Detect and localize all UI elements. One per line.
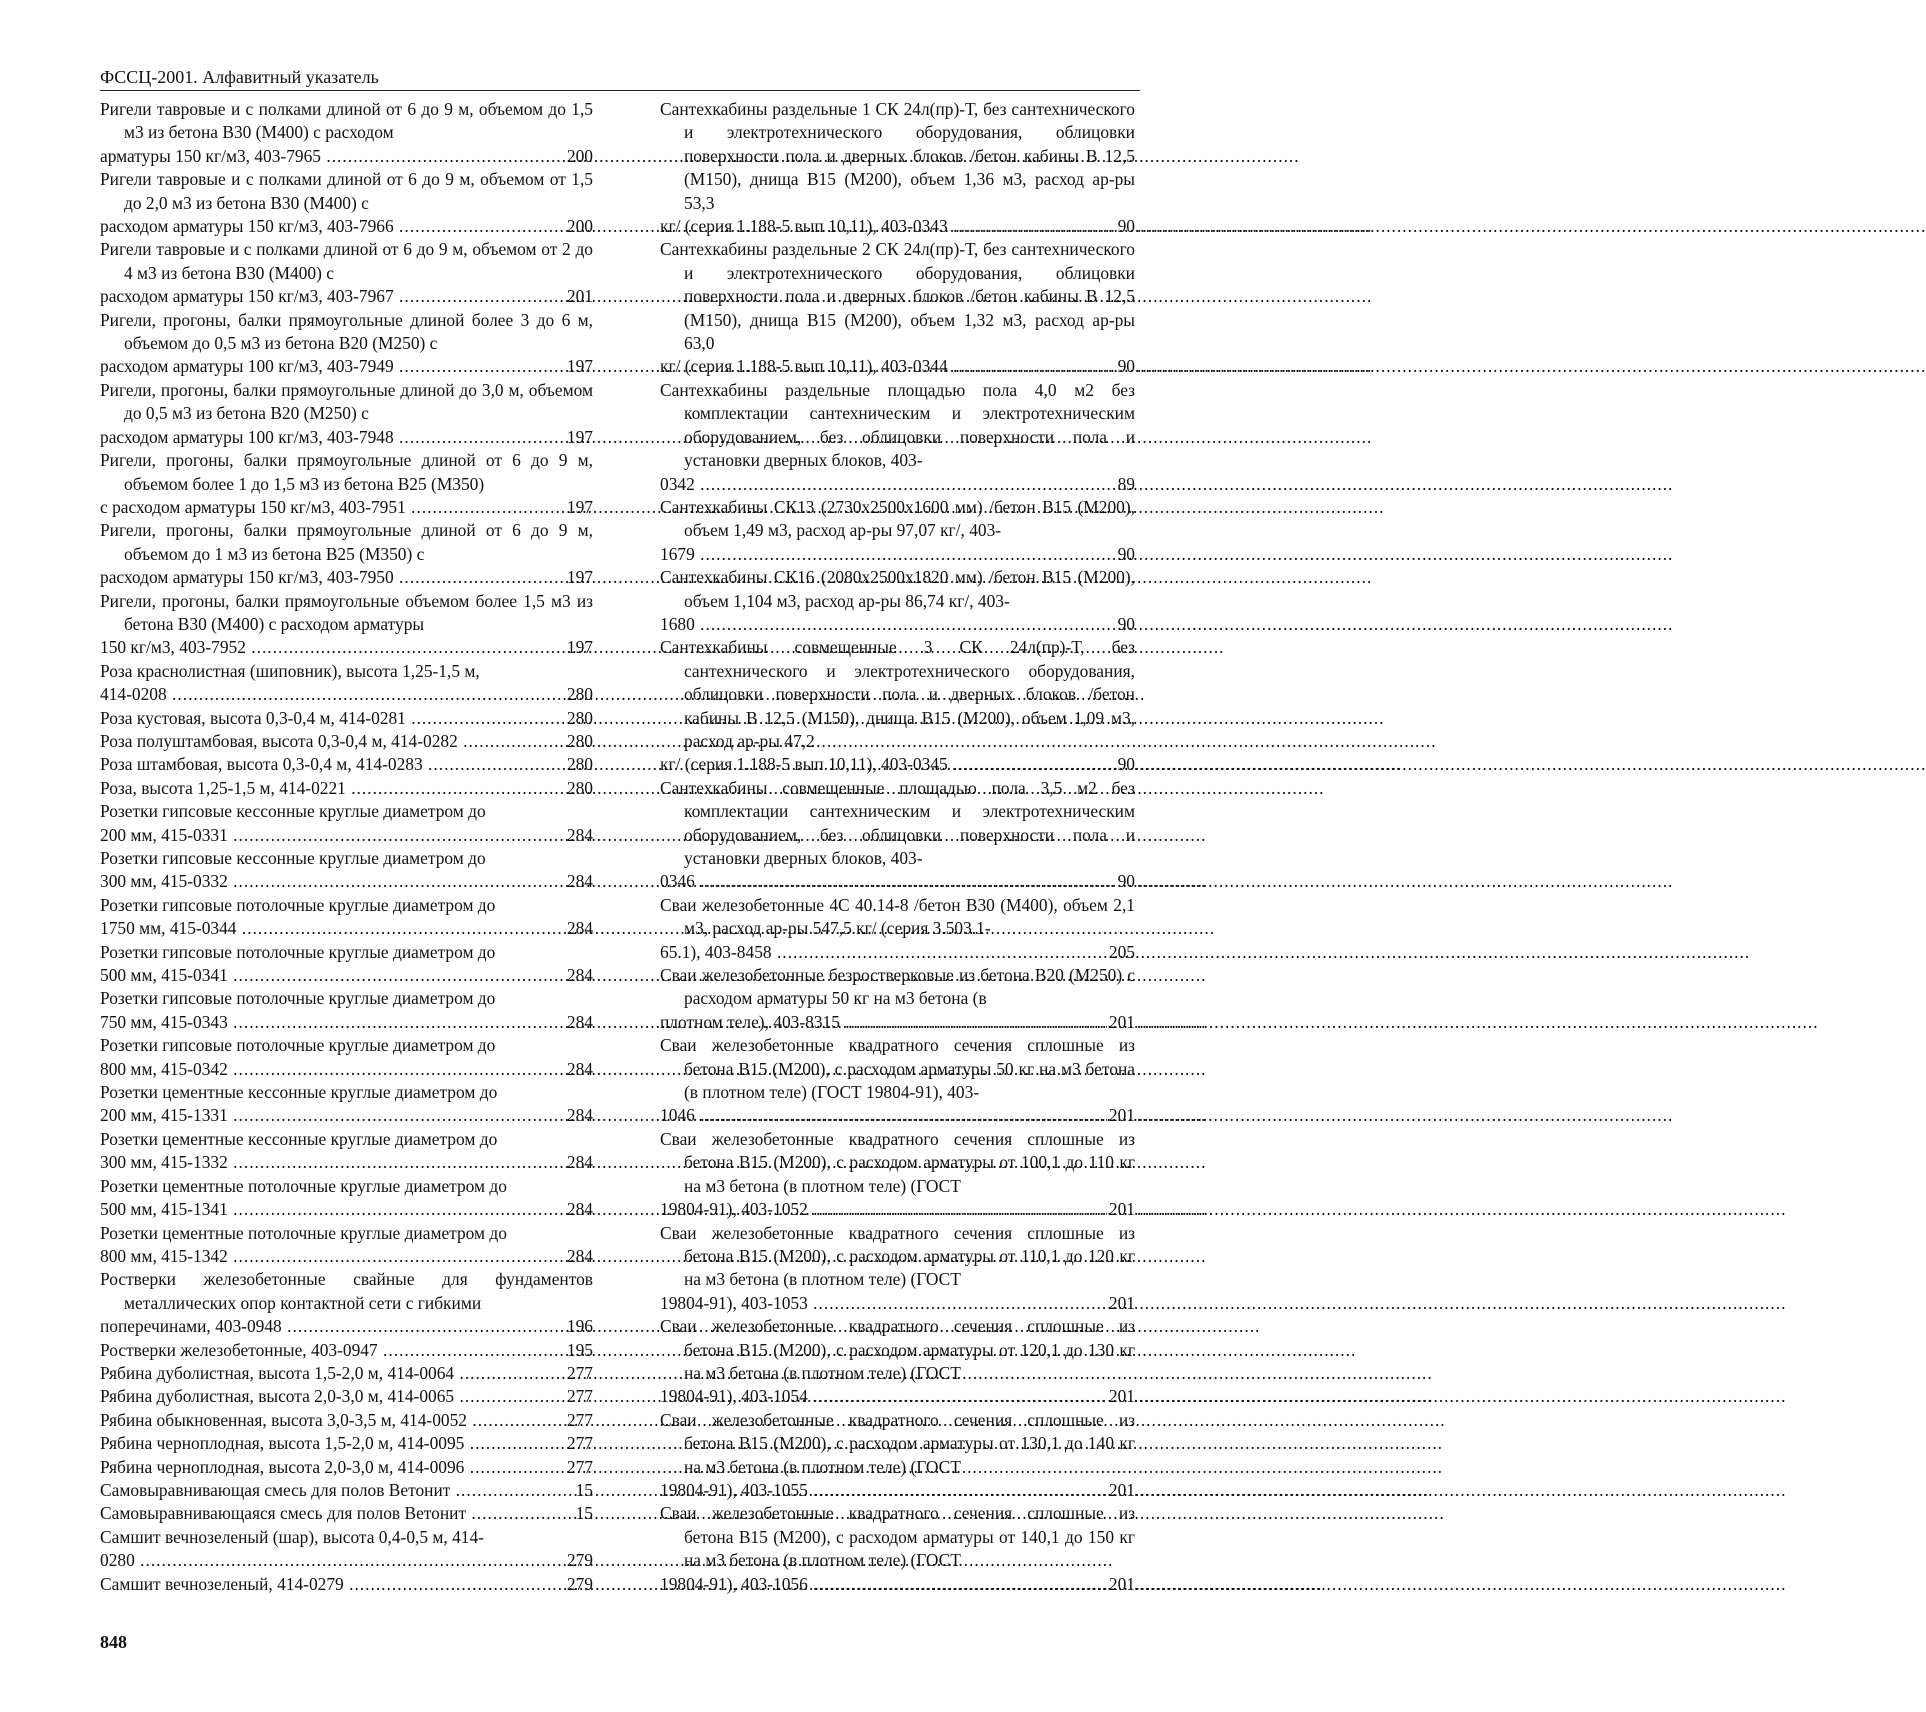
index-entry-page: 201 bbox=[1107, 1198, 1135, 1221]
index-entry-last-line: расходом арматуры 100 кг/м3, 403-7948 ..... bbox=[124, 426, 593, 449]
index-entry bbox=[100, 1222, 593, 1269]
index-entry bbox=[100, 1456, 593, 1479]
index-entry bbox=[100, 1573, 593, 1596]
index-entry bbox=[100, 309, 593, 379]
index-entry bbox=[660, 964, 1135, 1034]
index-entry-last-line: 200 мм, 415-1331 ..... bbox=[124, 1104, 593, 1127]
index-entry bbox=[100, 1175, 593, 1222]
index-entry-text: Розетки гипсовые потолочные круглые диаметром до bbox=[100, 894, 496, 915]
index-entry-page: 279 bbox=[565, 1549, 593, 1572]
index-entry-page: 197 bbox=[565, 636, 593, 659]
index-entry-last-line: Ростверки железобетонные, 403-0947 ..... bbox=[124, 1339, 593, 1362]
header-title: ФССЦ-2001. Алфавитный указатель bbox=[100, 67, 379, 87]
index-entry bbox=[660, 566, 1135, 636]
index-entry-last-line: 1679 ..... bbox=[684, 543, 1135, 566]
index-entry-text: Розетки цементные потолочные круглые диаметром до bbox=[100, 1222, 507, 1243]
index-entry-text: Сваи железобетонные квадратного сечения сплошные из бетона В15 (М200), с расходом арматуры от 130,1 до 140 кг на м3 бетона (в плотном теле) (ГОСТ bbox=[660, 1409, 1135, 1477]
index-entry-text: Сантехкабины раздельные площадью пола 4,0 м2 без комплектации сантехническим и электротехническим оборудованием, без облицовки поверхности пола и установки дверных блоков, 403- bbox=[660, 379, 1135, 471]
index-entry-last-line: 414-0208 ..... bbox=[124, 683, 593, 706]
index-entry-page: 15 bbox=[574, 1502, 593, 1525]
index-entry-text: Сваи железобетонные безростверковые из бетона В20 (М250) с расходом арматуры 50 кг на м3 бетона (в bbox=[660, 965, 1135, 1009]
index-entry-last-line: 65.1), 403-8458 ..... bbox=[684, 941, 1135, 964]
index-entry-page: 90 bbox=[1116, 543, 1135, 566]
index-entry-page: 205 bbox=[1107, 941, 1135, 964]
index-entry bbox=[100, 847, 593, 894]
index-entry-text: Розетки гипсовые кессонные круглые диаметром до bbox=[100, 801, 486, 822]
index-entry-page: 201 bbox=[1107, 1011, 1135, 1034]
index-entry bbox=[660, 238, 1135, 378]
index-entry-page: 15 bbox=[574, 1479, 593, 1502]
index-entry-last-line: Рябина обыкновенная, высота 3,0-3,5 м, 414-0052 ..... bbox=[124, 1409, 593, 1432]
index-entry-last-line: расходом арматуры 150 кг/м3, 403-7966 ..... bbox=[124, 215, 593, 238]
index-entry bbox=[100, 1128, 593, 1175]
index-entry-last-line: 0346 ..... bbox=[684, 870, 1135, 893]
index-entry bbox=[660, 777, 1135, 894]
index-entry bbox=[100, 590, 593, 660]
index-entry-text: Сантехкабины СК16 (2080x2500x1820 мм) /бетон В15 (М200), объем 1,104 м3, расход ар-ры 86,74 кг/, 403- bbox=[660, 567, 1135, 611]
page-number: 848 bbox=[100, 1632, 127, 1652]
index-entry-text: Сваи железобетонные квадратного сечения сплошные из бетона В15 (М200), с расходом арматуры от 100,1 до 110 кг на м3 бетона (в плотном теле) (ГОСТ bbox=[660, 1128, 1135, 1196]
index-entry-text: Сантехкабины СК13 (2730x2500x1600 мм) /бетон В15 (М200), объем 1,49 м3, расход ар-ры 97,07 кг/, 403- bbox=[660, 496, 1135, 541]
index-entry-last-line: 150 кг/м3, 403-7952 ..... bbox=[124, 636, 593, 659]
index-entry-last-line: кг/ (серия 1.188-5 вып 10,11), 403-0343 ..... bbox=[684, 215, 1135, 238]
index-entry bbox=[100, 379, 593, 449]
index-entry bbox=[100, 1502, 593, 1525]
index-entry-page: 277 bbox=[565, 1409, 593, 1432]
index-entry-text: Сантехкабины совмещенные площадью пола 3,5 м2 без комплектации сантехническим и электротехническим оборудованием, без облицовки поверхности пола и установки дверных блоков, 403- bbox=[660, 777, 1135, 868]
index-entry bbox=[660, 98, 1135, 238]
index-entry-last-line: Рябина дуболистная, высота 1,5-2,0 м, 414-0064 ..... bbox=[124, 1362, 593, 1385]
index-entry-last-line: 800 мм, 415-0342 ..... bbox=[124, 1058, 593, 1081]
index-entry-last-line: 0342 ..... bbox=[684, 473, 1135, 496]
index-entry bbox=[100, 1385, 593, 1408]
index-entry-text: Ригели тавровые и с полками длиной от 6 до 9 м, объемом от 1,5 до 2,0 м3 из бетона В30 (М400) с bbox=[100, 169, 593, 213]
index-entry-last-line: кг/ (серия 1.188-5 вып 10,11), 403-0344 ..... bbox=[684, 355, 1135, 378]
index-entry bbox=[660, 894, 1135, 964]
index-entry-page: 280 bbox=[565, 777, 593, 800]
index-entry-last-line: 200 мм, 415-0331 ..... bbox=[124, 824, 593, 847]
index-entry-last-line: Самшит вечнозеленый, 414-0279 ..... bbox=[124, 1573, 593, 1596]
index-entry-text: Сваи железобетонные квадратного сечения сплошные из бетона В15 (М200), с расходом арматуры 50 кг на м3 бетона (в плотном теле) (ГОСТ 19804-91), 403- bbox=[660, 1035, 1135, 1103]
index-entry-text: Ригели, прогоны, балки прямоугольные длиной до 3,0 м, объемом до 0,5 м3 из бетона В20 (М250) с bbox=[100, 379, 593, 424]
index-entry-page: 284 bbox=[565, 1058, 593, 1081]
index-entry bbox=[100, 1526, 593, 1573]
index-entry-last-line: 300 мм, 415-1332 ..... bbox=[124, 1151, 593, 1174]
index-entry-text: Розетки цементные потолочные круглые диаметром до bbox=[100, 1175, 507, 1196]
index-entry bbox=[100, 730, 593, 753]
index-column-right bbox=[660, 98, 1135, 1596]
index-entry-text: Розетки цементные кессонные круглые диаметром до bbox=[100, 1082, 498, 1103]
index-entry-text: Ригели, прогоны, балки прямоугольные длиной от 6 до 9 м, объемом более 1 до 1,5 м3 из бетона В25 (М350) bbox=[100, 450, 593, 494]
index-entry-last-line: 750 мм, 415-0343 ..... bbox=[124, 1011, 593, 1034]
index-entry-page: 277 bbox=[565, 1456, 593, 1479]
index-entry-page: 196 bbox=[565, 1315, 593, 1338]
index-entry-last-line: кг/ (серия 1.188-5 вып 10,11), 403-0345 ..... bbox=[684, 753, 1135, 776]
index-entry bbox=[100, 1034, 593, 1081]
index-entry bbox=[660, 1502, 1135, 1596]
index-entry-page: 280 bbox=[565, 707, 593, 730]
index-entry bbox=[660, 1034, 1135, 1128]
index-entry-last-line: 0280 ..... bbox=[124, 1549, 593, 1572]
index-entry-last-line: расходом арматуры 150 кг/м3, 403-7950 ..... bbox=[124, 566, 593, 589]
index-entry-last-line: плотном теле), 403-8315 ..... bbox=[684, 1011, 1135, 1034]
index-entry bbox=[660, 379, 1135, 496]
index-entry-text: Розетки цементные кессонные круглые диаметром до bbox=[100, 1128, 498, 1149]
index-entry-page: 284 bbox=[565, 1011, 593, 1034]
index-entry-page: 197 bbox=[565, 355, 593, 378]
index-entry-page: 284 bbox=[565, 1198, 593, 1221]
index-entry-last-line: Роза кустовая, высота 0,3-0,4 м, 414-0281 ..... bbox=[124, 707, 593, 730]
index-entry-page: 200 bbox=[565, 145, 593, 168]
index-entry-page: 200 bbox=[565, 215, 593, 238]
index-entry-page: 90 bbox=[1116, 215, 1135, 238]
index-entry-last-line: 19804-91), 403-1054 ..... bbox=[684, 1385, 1135, 1408]
index-entry bbox=[100, 753, 593, 776]
index-entry bbox=[100, 707, 593, 730]
index-entry-page: 197 bbox=[565, 426, 593, 449]
index-entry bbox=[100, 1339, 593, 1362]
index-entry-page: 195 bbox=[565, 1339, 593, 1362]
index-entry-page: 284 bbox=[565, 964, 593, 987]
index-entry-text: Ригели, прогоны, балки прямоугольные длиной от 6 до 9 м, объемом до 1 м3 из бетона В25 (М350) с bbox=[100, 520, 593, 564]
index-entry bbox=[100, 1409, 593, 1432]
index-entry-page: 89 bbox=[1116, 473, 1135, 496]
index-entry-last-line: 500 мм, 415-1341 ..... bbox=[124, 1198, 593, 1221]
index-entry-last-line: 500 мм, 415-0341 ..... bbox=[124, 964, 593, 987]
index-entry-text: Сваи железобетонные 4С 40.14-8 /бетон В30 (М400), объем 2,1 м3, расход ар-ры 547,5 кг/ (серия 3.503.1- bbox=[660, 894, 1135, 939]
index-entry-last-line: 19804-91), 403-1052 ..... bbox=[684, 1198, 1135, 1221]
index-entry-last-line: Самовыравнивающаяся смесь для полов Ветонит ..... bbox=[124, 1502, 593, 1525]
index-entry-page: 280 bbox=[565, 683, 593, 706]
index-entry-page: 279 bbox=[565, 1573, 593, 1596]
index-entry bbox=[660, 1222, 1135, 1316]
index-entry bbox=[660, 496, 1135, 566]
index-entry-text: Роза краснолистная (шиповник), высота 1,25-1,5 м, bbox=[100, 660, 480, 681]
index-entry bbox=[100, 168, 593, 238]
index-entry bbox=[100, 941, 593, 988]
index-entry-page: 201 bbox=[565, 285, 593, 308]
index-entry bbox=[100, 894, 593, 941]
index-entry-page: 280 bbox=[565, 730, 593, 753]
index-entry-text: Ригели, прогоны, балки прямоугольные длиной более 3 до 6 м, объемом до 0,5 м3 из бетона В20 (М250) с bbox=[100, 309, 593, 354]
index-entry bbox=[100, 1432, 593, 1455]
index-entry-last-line: Роза штамбовая, высота 0,3-0,4 м, 414-0283 ..... bbox=[124, 753, 593, 776]
index-entry-page: 284 bbox=[565, 824, 593, 847]
index-column-left bbox=[100, 98, 593, 1596]
index-entry-page: 284 bbox=[565, 1104, 593, 1127]
index-entry-last-line: 800 мм, 415-1342 ..... bbox=[124, 1245, 593, 1268]
index-entry bbox=[100, 519, 593, 589]
index-entry-text: Ригели тавровые и с полками длиной от 6 до 9 м, объемом от 2 до 4 м3 из бетона В30 (М400) с bbox=[100, 239, 593, 283]
index-entry-last-line: Роза, высота 1,25-1,5 м, 414-0221 ..... bbox=[124, 777, 593, 800]
index-entry-last-line: поперечинами, 403-0948 ..... bbox=[124, 1315, 593, 1338]
index-entry-page: 284 bbox=[565, 1151, 593, 1174]
index-entry-text: Розетки гипсовые потолочные круглые диаметром до bbox=[100, 941, 496, 962]
index-entry-page: 197 bbox=[565, 496, 593, 519]
index-entry-text: Сантехкабины раздельные 2 СК 24л(пр)-Т, без сантехнического и электротехнического оборудования, облицовки поверхности пола и дверных блоков /бетон кабины В 12,5 (М150), днища В15 (М200), объем 1,32 м3, расход ар-ры 63,0 bbox=[660, 239, 1135, 354]
index-entry-text: Розетки гипсовые потолочные круглые диаметром до bbox=[100, 1035, 496, 1056]
index-entry bbox=[100, 777, 593, 800]
index-entry bbox=[660, 1315, 1135, 1409]
index-entry bbox=[100, 1081, 593, 1128]
index-entry-text: Самшит вечнозеленый (шар), высота 0,4-0,5 м, 414- bbox=[100, 1526, 484, 1547]
index-entry-page: 90 bbox=[1116, 753, 1135, 776]
index-entry bbox=[660, 1409, 1135, 1503]
index-entry-last-line: 1750 мм, 415-0344 ..... bbox=[124, 917, 593, 940]
index-entry bbox=[100, 800, 593, 847]
index-entry bbox=[660, 636, 1135, 776]
index-entry-page: 284 bbox=[565, 917, 593, 940]
index-entry bbox=[660, 1128, 1135, 1222]
index-entry bbox=[100, 1268, 593, 1338]
index-entry-page: 277 bbox=[565, 1385, 593, 1408]
index-entry-page: 201 bbox=[1107, 1292, 1135, 1315]
index-entry-page: 277 bbox=[565, 1432, 593, 1455]
index-entry bbox=[100, 238, 593, 308]
index-entry-page: 201 bbox=[1107, 1104, 1135, 1127]
index-entry-text: Сантехкабины совмещенные 3 СК 24л(пр)-Т, без сантехнического и электротехнического оборудования, облицовки поверхности пола и дверных блоков /бетон кабины В 12,5 (М150), днища В15 (М200), объем 1,09 м3, расход ар-ры 47,2 bbox=[660, 637, 1135, 751]
index-entry-text: Сваи железобетонные квадратного сечения сплошные из бетона В15 (М200), с расходом арматуры от 110,1 до 120 кг на м3 бетона (в плотном теле) (ГОСТ bbox=[660, 1222, 1135, 1290]
index-entry-last-line: расходом арматуры 150 кг/м3, 403-7967 ..... bbox=[124, 285, 593, 308]
index-entry-text: Сваи железобетонные квадратного сечения сплошные из бетона В15 (М200), с расходом арматуры от 120,1 до 130 кг на м3 бетона (в плотном теле) (ГОСТ bbox=[660, 1316, 1135, 1383]
index-entry-page: 284 bbox=[565, 1245, 593, 1268]
index-entry-last-line: арматуры 150 кг/м3, 403-7965 ..... bbox=[124, 145, 593, 168]
index-entry-page: 284 bbox=[565, 870, 593, 893]
index-entry-last-line: Рябина черноплодная, высота 2,0-3,0 м, 414-0096 ..... bbox=[124, 1456, 593, 1479]
index-entry-page: 90 bbox=[1116, 355, 1135, 378]
index-entry-last-line: 19804-91), 403-1055 ..... bbox=[684, 1479, 1135, 1502]
index-entry-text: Ростверки железобетонные свайные для фундаментов металлических опор контактной сети с гибкими bbox=[100, 1269, 593, 1313]
index-entry-page: 277 bbox=[565, 1362, 593, 1385]
index-entry bbox=[100, 449, 593, 519]
index-entry-last-line: 300 мм, 415-0332 ..... bbox=[124, 870, 593, 893]
index-entry-last-line: Рябина черноплодная, высота 1,5-2,0 м, 414-0095 ..... bbox=[124, 1432, 593, 1455]
index-entry-text: Ригели тавровые и с полками длиной от 6 до 9 м, объемом до 1,5 м3 из бетона В30 (М400) с расходом bbox=[100, 99, 593, 143]
index-entry-last-line: Самовыравнивающая смесь для полов Ветонит ..... bbox=[124, 1479, 593, 1502]
index-entry-text: Ригели, прогоны, балки прямоугольные объемом более 1,5 м3 из бетона В30 (М400) с расходом арматуры bbox=[100, 590, 593, 634]
index-entry-text: Розетки гипсовые кессонные круглые диаметром до bbox=[100, 848, 486, 868]
index-entry-text: Сваи железобетонные квадратного сечения сплошные из бетона В15 (М200), с расходом арматуры от 140,1 до 150 кг на м3 бетона (в плотном теле) (ГОСТ bbox=[660, 1503, 1135, 1571]
index-entry-page: 197 bbox=[565, 566, 593, 589]
index-entry-page: 90 bbox=[1116, 870, 1135, 893]
index-entry-last-line: Роза полуштамбовая, высота 0,3-0,4 м, 414-0282 ..... bbox=[124, 730, 593, 753]
index-entry bbox=[100, 98, 593, 168]
index-entry bbox=[100, 1479, 593, 1502]
running-header bbox=[100, 66, 1140, 91]
index-entry-page: 280 bbox=[565, 753, 593, 776]
index-entry-last-line: Рябина дуболистная, высота 2,0-3,0 м, 414-0065 ..... bbox=[124, 1385, 593, 1408]
index-entry-page: 201 bbox=[1107, 1573, 1135, 1596]
index-entry-last-line: с расходом арматуры 150 кг/м3, 403-7951 ..... bbox=[124, 496, 593, 519]
index-entry-page: 201 bbox=[1107, 1479, 1135, 1502]
index-entry-text: Розетки гипсовые потолочные круглые диаметром до bbox=[100, 988, 496, 1009]
index-entry-last-line: расходом арматуры 100 кг/м3, 403-7949 ..... bbox=[124, 355, 593, 378]
index-entry-page: 90 bbox=[1116, 613, 1135, 636]
index-entry bbox=[100, 987, 593, 1034]
index-entry-page: 201 bbox=[1107, 1385, 1135, 1408]
index-entry-last-line: 19804-91), 403-1056 ..... bbox=[684, 1573, 1135, 1596]
index-entry-last-line: 19804-91), 403-1053 ..... bbox=[684, 1292, 1135, 1315]
index-entry-last-line: 1680 ..... bbox=[684, 613, 1135, 636]
index-entry-last-line: 1046 ..... bbox=[684, 1104, 1135, 1127]
index-entry bbox=[100, 1362, 593, 1385]
index-entry bbox=[100, 660, 593, 707]
index-entry-text: Сантехкабины раздельные 1 СК 24л(пр)-Т, без сантехнического и электротехнического оборудования, облицовки поверхности пола и дверных блоков /бетон кабины В 12,5 (М150), днища В15 (М200), объем 1,36 м3, расход ар-ры 53,3 bbox=[660, 99, 1135, 213]
